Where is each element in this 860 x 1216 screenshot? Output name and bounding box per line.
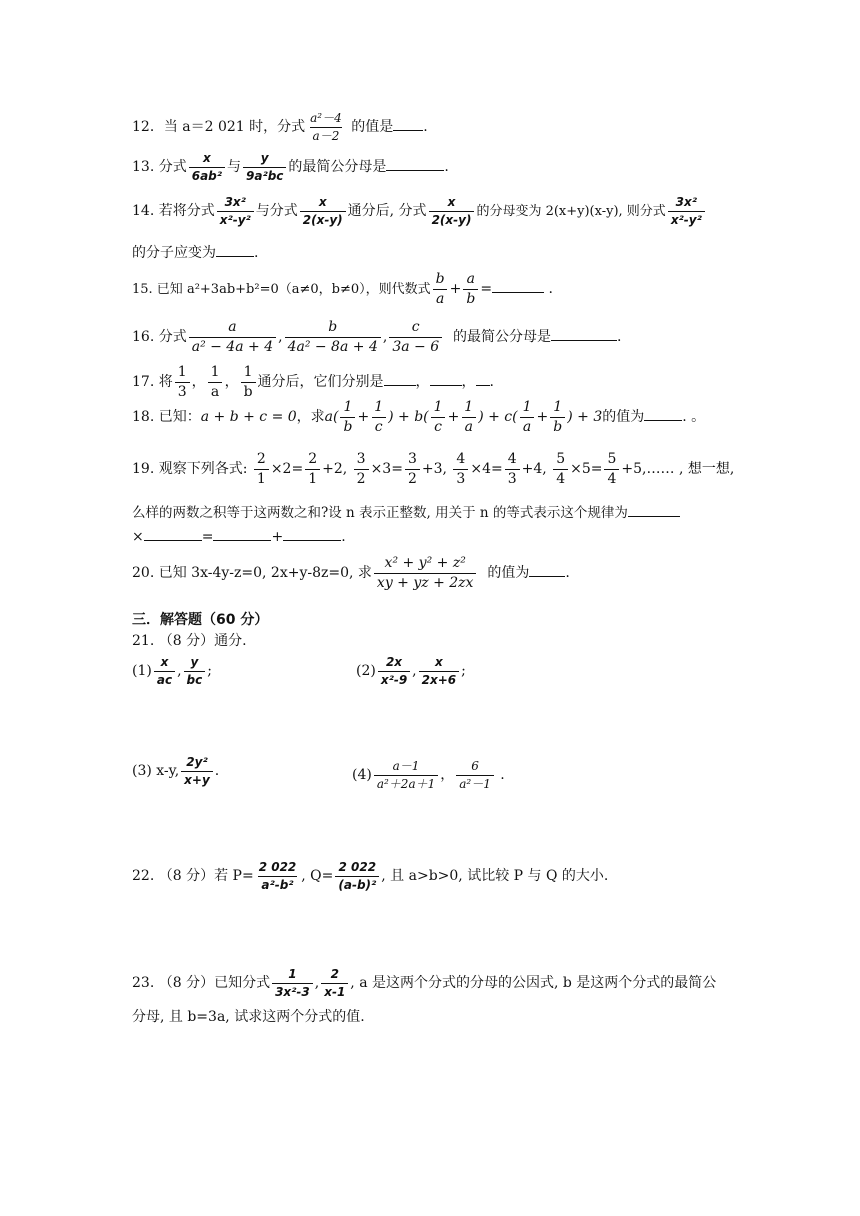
q15-fraction-2: $\frac{a}{b}$ (463, 272, 478, 306)
q23-fraction-1: $\frac{1}{\text{3x²-3}}$ (272, 968, 313, 998)
answer-blank[interactable] (430, 373, 462, 386)
question-21-part-2: (2) $\frac{2x}{\text{x²-9}}$ , $\frac{x}{2x+6}$ ; (356, 655, 466, 687)
q12-text: 12．当 a＝2 021 时，分式 (132, 119, 306, 136)
question-15: 15. 已知 a²+3ab+b²=0（a≠0，b≠0），则代数式 $\frac{b}{a}$ + $\frac{a}{b}$ = . (132, 271, 553, 307)
q21-2-fraction-1: $\frac{2x}{\text{x²-9}}$ (378, 656, 410, 686)
q19-fraction: $\frac{5}{4}$ (604, 452, 619, 486)
question-14: 14. 若将分式 $\frac{\text{3x²}}{\text{x²-y²}}$ 与分式 $\frac{x}{2(x-y)}$ 通分后, 分式 $\frac{x}{2(x-y)}$ 的分母变为 2(x+y)(x-y), 则分式 $\frac{\text{3x²}}{\text{x²-y²}}$ (132, 196, 707, 226)
q18-fraction-a2: $\frac{1}{a}$ (520, 400, 535, 434)
q18-fraction-c: $\frac{1}{c}$ (371, 400, 386, 434)
q18-fraction-c2: $\frac{1}{c}$ (431, 400, 446, 434)
question-21-part-4: (4) $\frac{a-1}{\text{a²＋2a＋1}}$ ， $\frac{6}{\text{a²－1}}$ . (352, 759, 505, 791)
answer-blank[interactable] (529, 564, 565, 577)
question-23: 23. （8 分）已知分式 $\frac{1}{\text{3x²-3}}$ , $\frac{2}{x-1}$ , a 是这两个分式的分母的公因式, b 是这两个分式的最简公 (132, 967, 717, 999)
q19-fraction: $\frac{3}{2}$ (405, 452, 420, 486)
q15-fraction-1: $\frac{b}{a}$ (433, 272, 448, 306)
answer-blank[interactable] (384, 373, 416, 386)
question-12: 12．当 a＝2 021 时，分式 $\frac{\text{a²－4}}{a-2}$ 的值是 . (132, 111, 428, 143)
question-13: 13. 分式 $\frac{x}{\text{6ab²}}$ 与 $\frac{y}{\text{9a²bc}}$ 的最简公分母是 . (132, 151, 449, 183)
q18-fraction-a: $\frac{1}{a}$ (461, 400, 476, 434)
question-21-title: 21. （8 分）通分. (132, 633, 247, 649)
q23-fraction-2: $\frac{2}{x-1}$ (321, 968, 348, 998)
question-20: 20. 已知 3x-4y-z=0, 2x+y-8z=0, 求 $\frac{\text{x² + y² + z²}}{xy + yz + 2zx}$ 的值为 . (132, 555, 570, 591)
answer-blank[interactable] (386, 158, 444, 171)
answer-blank[interactable] (216, 244, 254, 257)
question-19: 19. 观察下列各式: $\frac{2}{1}$ ×2= $\frac{2}{1}$ +2, $\frac{3}{2}$ ×3= $\frac{3}{2}$ +3, $\frac{4}{3}$ ×4= $\frac{4}{3}$ +4, $\frac{5}{4}$ ×5= $\frac{5}{4}$ +5,…… , 想一想, (132, 451, 735, 487)
answer-blank[interactable] (492, 280, 544, 293)
answer-blank[interactable] (144, 528, 202, 541)
q14-fraction-4: $\frac{\text{3x²}}{\text{x²-y²}}$ (668, 196, 705, 226)
q16-fraction-1: $\frac{a}{\text{a² − 4a + 4}}$ (189, 320, 276, 354)
question-21-part-3: (3) x-y, $\frac{\text{2y²}}{x+y}$ . (132, 755, 220, 787)
answer-blank[interactable] (393, 118, 423, 131)
q14-fraction-1: $\frac{\text{3x²}}{\text{x²-y²}}$ (217, 196, 254, 226)
q21-1-fraction-1: $\frac{x}{ac}$ (154, 656, 175, 686)
question-23-line2: 分母, 且 b=3a, 试求这两个分式的值. (132, 1009, 365, 1025)
section-heading: 三．解答题（60 分） (132, 612, 269, 628)
question-19-line3: × = + . (132, 529, 346, 545)
question-14-line2: 的分子应变为 . (132, 245, 259, 261)
q20-fraction: $\frac{\text{x² + y² + z²}}{xy + yz + 2zx}$ (374, 556, 477, 590)
q14-fraction-3: $\frac{x}{2(x-y)}$ (429, 196, 475, 226)
q21-4-fraction-1: $\frac{a-1}{\text{a²＋2a＋1}}$ (374, 760, 438, 790)
question-22: 22. （8 分）若 P= $\frac{2 022}{\text{a²-b²}}$ , Q= $\frac{2 022}{\text{(a-b)²}}$ , 且 a>b>0, 试比较 P 与 Q 的大小. (132, 860, 609, 892)
q14-fraction-2: $\frac{x}{2(x-y)}$ (300, 196, 346, 226)
question-21-part-1: (1) $\frac{x}{ac}$ , $\frac{y}{bc}$ ; (132, 655, 212, 687)
q19-fraction: $\frac{4}{3}$ (453, 452, 468, 486)
q21-2-fraction-2: $\frac{x}{2x+6}$ (419, 656, 460, 686)
q16-fraction-3: $\frac{c}{3a - 6}$ (389, 320, 442, 354)
answer-blank[interactable] (213, 528, 271, 541)
q17-fraction-2: $\frac{1}{a}$ (208, 365, 223, 399)
q13-fraction-2: $\frac{y}{\text{9a²bc}}$ (243, 152, 286, 182)
question-19-line2: 么样的两数之积等于这两数之和?设 n 表示正整数, 用关于 n 的等式表示这个规律为 (132, 504, 680, 521)
q12-fraction: $\frac{\text{a²－4}}{a-2}$ (310, 111, 342, 143)
q17-fraction-3: $\frac{1}{b}$ (241, 365, 256, 399)
answer-blank[interactable] (644, 408, 682, 421)
question-18: 18. 已知：a + b + c = 0，求a( $\frac{1}{b}$ + $\frac{1}{c}$ ) + b( $\frac{1}{c}$ + $\frac{1}{a}$ ) + c( $\frac{1}{a}$ + $\frac{1}{b}$ ) + 3的值为 . 。 (132, 399, 706, 435)
q22-fraction-p: $\frac{2 022}{\text{a²-b²}}$ (258, 860, 297, 892)
q21-1-fraction-2: $\frac{y}{bc}$ (184, 656, 206, 686)
q22-fraction-q: $\frac{2 022}{\text{(a-b)²}}$ (335, 861, 379, 891)
q18-fraction-b2: $\frac{1}{b}$ (550, 400, 565, 434)
q13-fraction-1: $\frac{x}{\text{6ab²}}$ (189, 152, 225, 182)
q19-fraction: $\frac{2}{1}$ (254, 452, 269, 486)
q19-fraction: $\frac{5}{4}$ (553, 452, 568, 486)
question-16: 16. 分式 $\frac{a}{\text{a² − 4a + 4}}$ , $\frac{b}{\text{4a² − 8a + 4}}$ , $\frac{c}{3a - 6}$ 的最简公分母是 . (132, 319, 622, 355)
answer-blank[interactable] (476, 373, 490, 386)
q16-fraction-2: $\frac{b}{\text{4a² − 8a + 4}}$ (285, 320, 381, 354)
q21-3-fraction: $\frac{\text{2y²}}{x+y}$ (181, 756, 213, 786)
q21-4-fraction-2: $\frac{6}{\text{a²－1}}$ (456, 760, 494, 790)
question-17: 17. 将 $\frac{1}{3}$ ， $\frac{1}{a}$ ， $\frac{1}{b}$ 通分后，它们分别是 ， ， . (132, 364, 494, 400)
q19-fraction: $\frac{3}{2}$ (354, 452, 369, 486)
answer-blank[interactable] (283, 528, 341, 541)
q17-fraction-1: $\frac{1}{3}$ (175, 365, 190, 399)
answer-blank[interactable] (551, 328, 617, 341)
q18-fraction-b: $\frac{1}{b}$ (340, 400, 355, 434)
answer-blank[interactable] (628, 504, 680, 517)
q19-fraction: $\frac{4}{3}$ (505, 452, 520, 486)
q19-fraction: $\frac{2}{1}$ (305, 452, 320, 486)
